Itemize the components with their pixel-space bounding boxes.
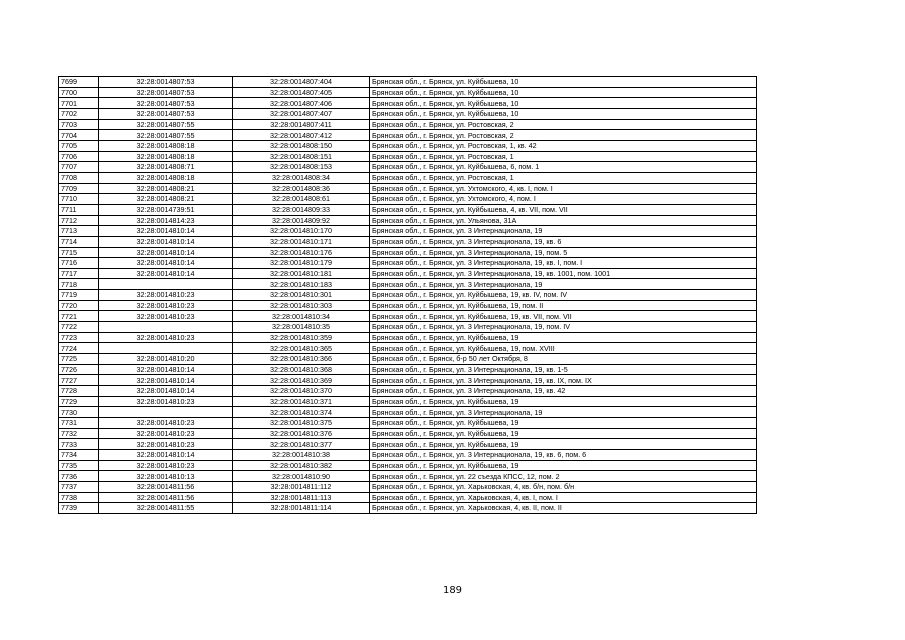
object-number-cell: 32:28:0014810:365 (233, 343, 370, 354)
row-number-cell: 7730 (59, 407, 99, 418)
row-number-cell: 7724 (59, 343, 99, 354)
table-row (59, 236, 757, 247)
object-number-cell: 32:28:0014810:382 (233, 460, 370, 471)
address-cell: Брянская обл., г. Брянск, ул. Куйбышева, 4, кв. VII, пом. VII (370, 204, 757, 215)
parcel-number-cell: 32:28:0014808:71 (99, 162, 233, 173)
address-cell: Брянская обл., г. Брянск, ул. 3 Интернационала, 19, кв. 1001, пом. 1001 (370, 268, 757, 279)
row-number-cell: 7706 (59, 151, 99, 162)
object-number-cell: 32:28:0014808:61 (233, 194, 370, 205)
address-cell: Брянская обл., г. Брянск, ул. Ростовская, 1, кв. 42 (370, 140, 757, 151)
address-cell: Брянская обл., г. Брянск, ул. 3 Интернационала, 19, кв. 1-5 (370, 364, 757, 375)
address-cell: Брянская обл., г. Брянск, ул. Куйбышева, 19, пом. XVIII (370, 343, 757, 354)
table-row (59, 172, 757, 183)
row-number-cell: 7720 (59, 300, 99, 311)
parcel-number-cell (99, 343, 233, 354)
address-cell: Брянская обл., г. Брянск, ул. Куйбышева, 19, кв. VII, пом. VII (370, 311, 757, 322)
parcel-number-cell: 32:28:0014808:21 (99, 183, 233, 194)
parcel-number-cell: 32:28:0014807:53 (99, 98, 233, 109)
table-row (59, 108, 757, 119)
address-cell: Брянская обл., г. Брянск, ул. 3 Интернационала, 19, кв. IX, пом. IX (370, 375, 757, 386)
address-cell: Брянская обл., г. Брянск, ул. Ростовская, 2 (370, 130, 757, 141)
table-row (59, 343, 757, 354)
address-cell: Брянская обл., г. Брянск, ул. Куйбышева, 19, кв. IV, пом. IV (370, 290, 757, 301)
parcel-number-cell: 32:28:0014810:14 (99, 364, 233, 375)
parcel-number-cell: 32:28:0014808:21 (99, 194, 233, 205)
parcel-number-cell: 32:28:0014810:23 (99, 396, 233, 407)
object-number-cell: 32:28:0014811:113 (233, 492, 370, 503)
object-number-cell: 32:28:0014807:406 (233, 98, 370, 109)
object-number-cell: 32:28:0014807:411 (233, 119, 370, 130)
object-number-cell: 32:28:0014810:369 (233, 375, 370, 386)
parcel-number-cell: 32:28:0014807:53 (99, 77, 233, 88)
object-number-cell: 32:28:0014807:412 (233, 130, 370, 141)
object-number-cell: 32:28:0014810:301 (233, 290, 370, 301)
object-number-cell: 32:28:0014810:179 (233, 258, 370, 269)
table-row (59, 439, 757, 450)
parcel-number-cell: 32:28:0014810:14 (99, 386, 233, 397)
address-cell: Брянская обл., г. Брянск, ул. 3 Интернационала, 19 (370, 407, 757, 418)
object-number-cell: 32:28:0014810:181 (233, 268, 370, 279)
object-number-cell: 32:28:0014810:171 (233, 236, 370, 247)
object-number-cell: 32:28:0014810:366 (233, 354, 370, 365)
row-number-cell: 7733 (59, 439, 99, 450)
table-row (59, 98, 757, 109)
table-row (59, 140, 757, 151)
parcel-number-cell: 32:28:0014810:14 (99, 258, 233, 269)
parcel-number-cell: 32:28:0014810:23 (99, 418, 233, 429)
row-number-cell: 7723 (59, 332, 99, 343)
row-number-cell: 7715 (59, 247, 99, 258)
row-number-cell: 7737 (59, 481, 99, 492)
address-cell: Брянская обл., г. Брянск, ул. Ростовская, 1 (370, 151, 757, 162)
address-cell: Брянская обл., г. Брянск, ул. Куйбышева, 10 (370, 108, 757, 119)
object-number-cell: 32:28:0014807:407 (233, 108, 370, 119)
parcel-number-cell: 32:28:0014810:23 (99, 311, 233, 322)
object-number-cell: 32:28:0014810:35 (233, 322, 370, 333)
row-number-cell: 7699 (59, 77, 99, 88)
address-cell: Брянская обл., г. Брянск, ул. 3 Интернационала, 19, кв. I, пом. I (370, 258, 757, 269)
parcel-number-cell: 32:28:0014807:55 (99, 119, 233, 130)
object-number-cell: 32:28:0014811:114 (233, 503, 370, 514)
table-row (59, 332, 757, 343)
table-row (59, 290, 757, 301)
parcel-number-cell: 32:28:0014810:23 (99, 332, 233, 343)
table-row (59, 119, 757, 130)
table-row (59, 481, 757, 492)
parcel-number-cell: 32:28:0014814:23 (99, 215, 233, 226)
parcel-number-cell: 32:28:0014810:23 (99, 428, 233, 439)
row-number-cell: 7701 (59, 98, 99, 109)
parcel-number-cell: 32:28:0014739:51 (99, 204, 233, 215)
address-cell: Брянская обл., г. Брянск, ул. 3 Интернационала, 19 (370, 279, 757, 290)
address-cell: Брянская обл., г. Брянск, ул. 22 съезда КПСС, 12, пом. 2 (370, 471, 757, 482)
parcel-number-cell: 32:28:0014811:56 (99, 481, 233, 492)
parcel-number-cell: 32:28:0014810:14 (99, 449, 233, 460)
row-number-cell: 7718 (59, 279, 99, 290)
row-number-cell: 7712 (59, 215, 99, 226)
table-row (59, 354, 757, 365)
parcel-number-cell: 32:28:0014810:14 (99, 236, 233, 247)
table-row (59, 183, 757, 194)
row-number-cell: 7708 (59, 172, 99, 183)
object-number-cell: 32:28:0014810:368 (233, 364, 370, 375)
parcel-number-cell: 32:28:0014808:18 (99, 151, 233, 162)
address-cell: Брянская обл., г. Брянск, ул. Куйбышева, 19 (370, 418, 757, 429)
object-number-cell: 32:28:0014808:151 (233, 151, 370, 162)
object-number-cell: 32:28:0014810:370 (233, 386, 370, 397)
row-number-cell: 7719 (59, 290, 99, 301)
object-number-cell: 32:28:0014810:183 (233, 279, 370, 290)
row-number-cell: 7716 (59, 258, 99, 269)
table-row (59, 407, 757, 418)
table-row (59, 503, 757, 514)
table-row (59, 375, 757, 386)
row-number-cell: 7711 (59, 204, 99, 215)
object-number-cell: 32:28:0014810:176 (233, 247, 370, 258)
parcel-number-cell: 32:28:0014811:56 (99, 492, 233, 503)
row-number-cell: 7721 (59, 311, 99, 322)
table-row (59, 87, 757, 98)
object-number-cell: 32:28:0014808:153 (233, 162, 370, 173)
object-number-cell: 32:28:0014809:33 (233, 204, 370, 215)
table-row (59, 396, 757, 407)
parcel-number-cell: 32:28:0014810:23 (99, 460, 233, 471)
object-number-cell: 32:28:0014808:34 (233, 172, 370, 183)
table-row (59, 322, 757, 333)
row-number-cell: 7735 (59, 460, 99, 471)
row-number-cell: 7725 (59, 354, 99, 365)
address-cell: Брянская обл., г. Брянск, ул. Куйбышева, 10 (370, 98, 757, 109)
row-number-cell: 7707 (59, 162, 99, 173)
object-number-cell: 32:28:0014810:34 (233, 311, 370, 322)
table-row (59, 386, 757, 397)
address-cell: Брянская обл., г. Брянск, ул. Куйбышева, 10 (370, 77, 757, 88)
object-number-cell: 32:28:0014810:371 (233, 396, 370, 407)
object-number-cell: 32:28:0014809:92 (233, 215, 370, 226)
row-number-cell: 7734 (59, 449, 99, 460)
parcel-number-cell: 32:28:0014810:14 (99, 247, 233, 258)
parcel-number-cell: 32:28:0014811:55 (99, 503, 233, 514)
parcel-number-cell (99, 407, 233, 418)
parcel-number-cell: 32:28:0014810:20 (99, 354, 233, 365)
address-cell: Брянская обл., г. Брянск, б-р 50 лет Октября, 8 (370, 354, 757, 365)
table-row (59, 162, 757, 173)
object-number-cell: 32:28:0014808:150 (233, 140, 370, 151)
address-cell: Брянская обл., г. Брянск, ул. Куйбышева, 19, пом. II (370, 300, 757, 311)
table-row (59, 492, 757, 503)
parcel-number-cell: 32:28:0014810:23 (99, 300, 233, 311)
object-number-cell: 32:28:0014810:170 (233, 226, 370, 237)
table-row (59, 418, 757, 429)
address-cell: Брянская обл., г. Брянск, ул. Куйбышева, 6, пом. 1 (370, 162, 757, 173)
address-cell: Брянская обл., г. Брянск, ул. 3 Интернационала, 19 (370, 226, 757, 237)
row-number-cell: 7709 (59, 183, 99, 194)
row-number-cell: 7710 (59, 194, 99, 205)
table-row (59, 194, 757, 205)
table-row (59, 226, 757, 237)
table-row (59, 460, 757, 471)
address-cell: Брянская обл., г. Брянск, ул. Куйбышева, 19 (370, 396, 757, 407)
table-row (59, 471, 757, 482)
address-cell: Брянская обл., г. Брянск, ул. Ростовская, 2 (370, 119, 757, 130)
table-row (59, 311, 757, 322)
address-cell: Брянская обл., г. Брянск, ул. Ульянова, 31А (370, 215, 757, 226)
address-cell: Брянская обл., г. Брянск, ул. 3 Интернационала, 19, пом. IV (370, 322, 757, 333)
object-number-cell: 32:28:0014810:377 (233, 439, 370, 450)
parcel-number-cell: 32:28:0014810:14 (99, 268, 233, 279)
table-row (59, 204, 757, 215)
parcel-number-cell: 32:28:0014807:55 (99, 130, 233, 141)
address-cell: Брянская обл., г. Брянск, ул. Ухтомского, 4, кв. I, пом. I (370, 183, 757, 194)
object-number-cell: 32:28:0014807:405 (233, 87, 370, 98)
address-cell: Брянская обл., г. Брянск, ул. 3 Интернационала, 19, кв. 6 (370, 236, 757, 247)
object-number-cell: 32:28:0014810:376 (233, 428, 370, 439)
address-cell: Брянская обл., г. Брянск, ул. 3 Интернационала, 19, кв. 42 (370, 386, 757, 397)
address-cell: Брянская обл., г. Брянск, ул. Харьковская, 4, кв. I, пом. I (370, 492, 757, 503)
object-number-cell: 32:28:0014810:303 (233, 300, 370, 311)
object-number-cell: 32:28:0014810:374 (233, 407, 370, 418)
table-row (59, 130, 757, 141)
table-row (59, 268, 757, 279)
address-cell: Брянская обл., г. Брянск, ул. Куйбышева, 19 (370, 332, 757, 343)
parcel-number-cell (99, 322, 233, 333)
table-row (59, 77, 757, 88)
parcel-number-cell: 32:28:0014808:18 (99, 172, 233, 183)
table-row (59, 151, 757, 162)
address-cell: Брянская обл., г. Брянск, ул. Харьковская, 4, кв. II, пом. II (370, 503, 757, 514)
object-number-cell: 32:28:0014810:90 (233, 471, 370, 482)
row-number-cell: 7732 (59, 428, 99, 439)
table-row (59, 449, 757, 460)
cadastral-table (58, 76, 757, 514)
object-number-cell: 32:28:0014807:404 (233, 77, 370, 88)
object-number-cell: 32:28:0014810:38 (233, 449, 370, 460)
row-number-cell: 7717 (59, 268, 99, 279)
table-row (59, 215, 757, 226)
row-number-cell: 7704 (59, 130, 99, 141)
row-number-cell: 7714 (59, 236, 99, 247)
address-cell: Брянская обл., г. Брянск, ул. Куйбышева, 10 (370, 87, 757, 98)
address-cell: Брянская обл., г. Брянск, ул. Ростовская, 1 (370, 172, 757, 183)
address-cell: Брянская обл., г. Брянск, ул. Куйбышева, 19 (370, 428, 757, 439)
row-number-cell: 7729 (59, 396, 99, 407)
object-number-cell: 32:28:0014810:359 (233, 332, 370, 343)
address-cell: Брянская обл., г. Брянск, ул. Куйбышева, 19 (370, 439, 757, 450)
object-number-cell: 32:28:0014810:375 (233, 418, 370, 429)
table-row (59, 300, 757, 311)
row-number-cell: 7738 (59, 492, 99, 503)
row-number-cell: 7728 (59, 386, 99, 397)
row-number-cell: 7727 (59, 375, 99, 386)
row-number-cell: 7702 (59, 108, 99, 119)
table-row (59, 364, 757, 375)
row-number-cell: 7705 (59, 140, 99, 151)
parcel-number-cell: 32:28:0014810:14 (99, 375, 233, 386)
object-number-cell: 32:28:0014808:36 (233, 183, 370, 194)
parcel-number-cell: 32:28:0014810:14 (99, 226, 233, 237)
row-number-cell: 7731 (59, 418, 99, 429)
table-row (59, 279, 757, 290)
row-number-cell: 7703 (59, 119, 99, 130)
parcel-number-cell: 32:28:0014807:53 (99, 108, 233, 119)
parcel-number-cell: 32:28:0014810:23 (99, 439, 233, 450)
parcel-number-cell: 32:28:0014808:18 (99, 140, 233, 151)
parcel-number-cell: 32:28:0014810:13 (99, 471, 233, 482)
table-row (59, 258, 757, 269)
table-body (59, 77, 757, 514)
parcel-number-cell: 32:28:0014810:23 (99, 290, 233, 301)
row-number-cell: 7700 (59, 87, 99, 98)
row-number-cell: 7739 (59, 503, 99, 514)
address-cell: Брянская обл., г. Брянск, ул. Ухтомского, 4, пом. I (370, 194, 757, 205)
table-row (59, 428, 757, 439)
address-cell: Брянская обл., г. Брянск, ул. 3 Интернационала, 19, пом. 5 (370, 247, 757, 258)
parcel-number-cell: 32:28:0014807:53 (99, 87, 233, 98)
parcel-number-cell (99, 279, 233, 290)
page-number: 189 (442, 585, 463, 596)
row-number-cell: 7713 (59, 226, 99, 237)
address-cell: Брянская обл., г. Брянск, ул. Харьковская, 4, кв. б/н, пом. б/н (370, 481, 757, 492)
address-cell: Брянская обл., г. Брянск, ул. Куйбышева, 19 (370, 460, 757, 471)
object-number-cell: 32:28:0014811:112 (233, 481, 370, 492)
row-number-cell: 7736 (59, 471, 99, 482)
table-row (59, 247, 757, 258)
row-number-cell: 7722 (59, 322, 99, 333)
row-number-cell: 7726 (59, 364, 99, 375)
address-cell: Брянская обл., г. Брянск, ул. 3 Интернационала, 19, кв. 6, пом. 6 (370, 449, 757, 460)
